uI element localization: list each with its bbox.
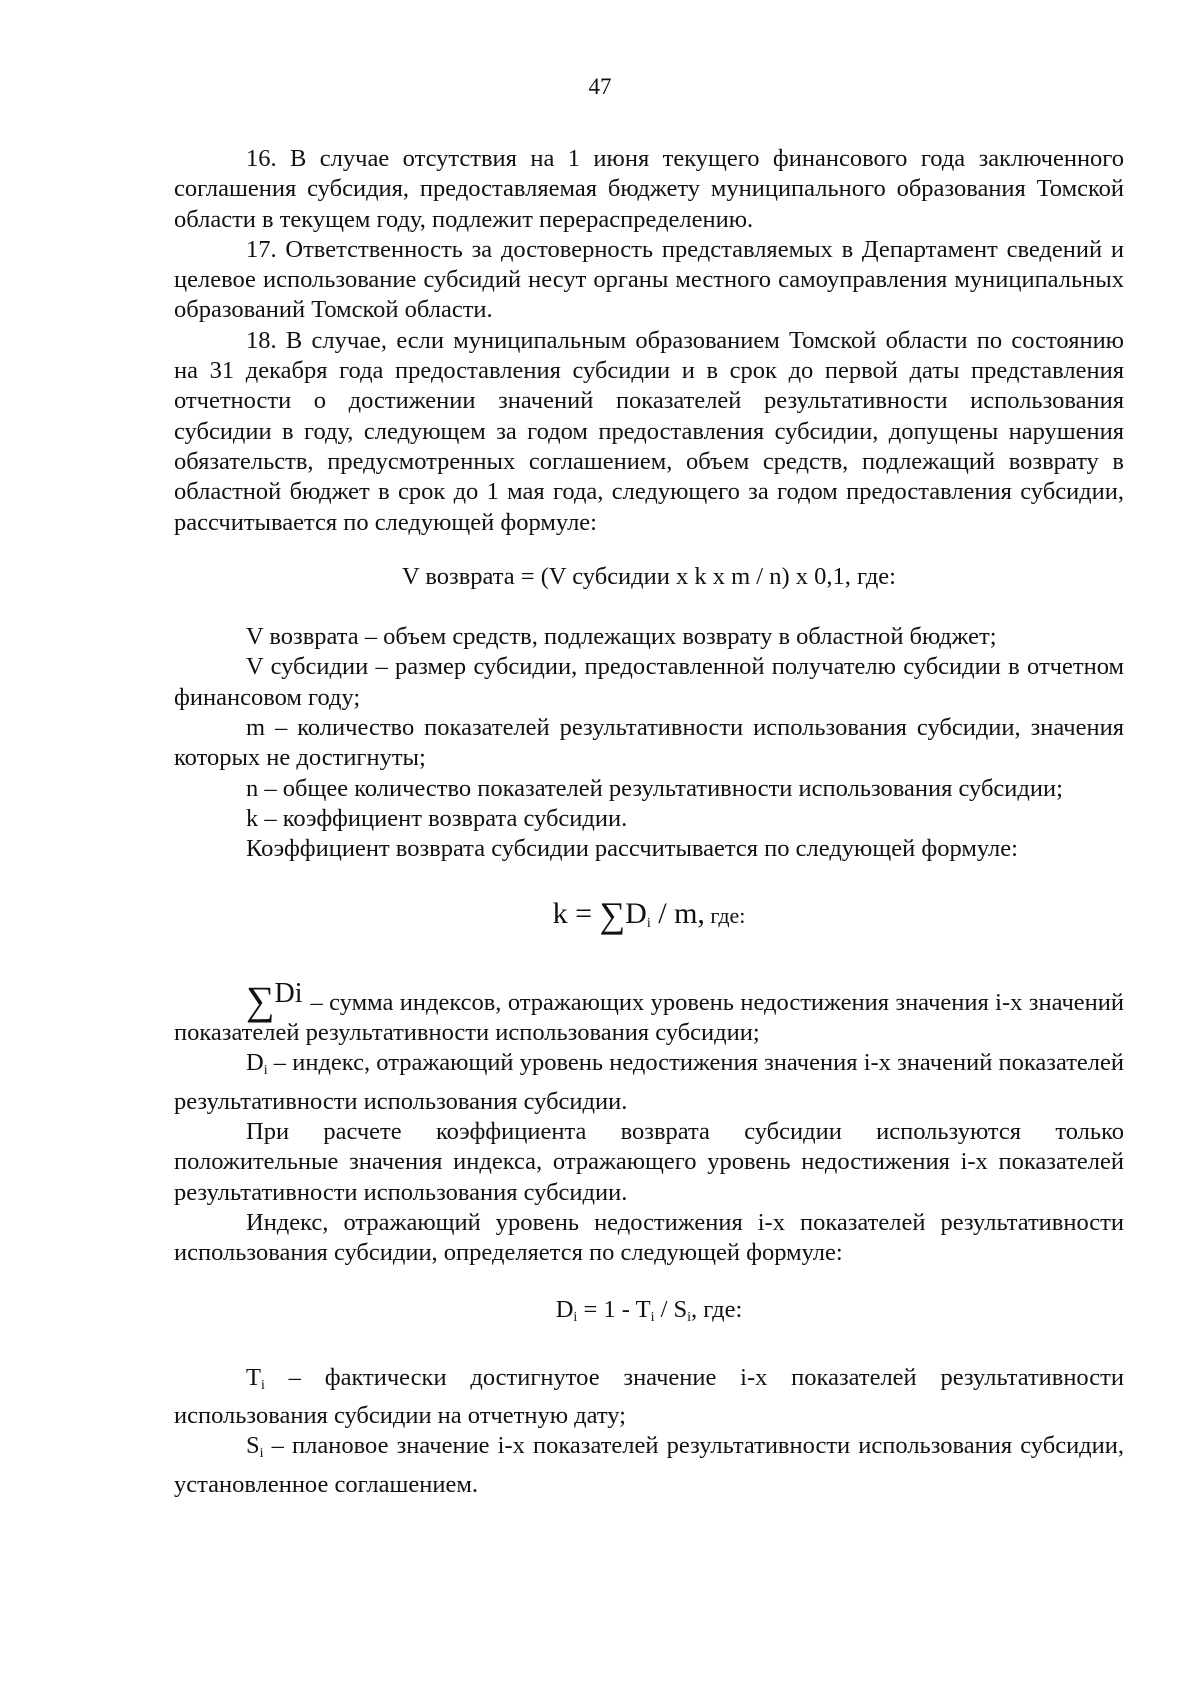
formula-coefficient — [174, 894, 1124, 939]
sum-symbol: ∑ — [246, 977, 275, 1023]
subscript-i: i — [263, 1063, 268, 1079]
sum-symbol: ∑ — [599, 894, 626, 935]
positive-values-note: При расчете коэффициента возврата субсидии используются только положительные значения индекса, отражающего уровень недостижения i-х показателей результативности использования субсидии. — [174, 1118, 1124, 1206]
definition-si — [174, 1431, 1124, 1500]
definition-ti — [174, 1363, 1124, 1432]
subscript-i: i — [646, 915, 651, 931]
paragraph-16: 16. В случае отсутствия на 1 июня текущего финансового года заключенного соглашения субсидия, предоставляемая бюджету муниципального образования Томской области в текущем году, подлежит перераспределению. — [174, 145, 1124, 233]
index-intro: Индекс, отражающий уровень недостижения i-х показателей результативности использования субсидии, определяется по следующей формуле: — [174, 1208, 1124, 1267]
subscript-i: i — [260, 1377, 265, 1393]
formula-k-lhs: k = — [552, 896, 600, 930]
formula-return-volume: V возврата = (V субсидии x k x m / n) x 0,1, где: — [402, 562, 896, 590]
sum-label-di: Di — [274, 977, 303, 1009]
formula-index — [174, 1295, 1124, 1333]
formula-part: / S — [654, 1295, 688, 1323]
subscript-i: i — [687, 1309, 692, 1325]
paragraph-18: 18. В случае, если муниципальным образованием Томской области по состоянию на 31 декабря года предоставления субсидии и в срок до первой даты представления отчетности о достижении значений показателей результативности использования субсидии в году, следующем за годом предоставления субсидии, допущены нарушения обязательств, предусмотренных соглашением, объем средств, подлежащий возврату в областной бюджет в срок до 1 мая года, следующего за годом предоставления субсидии, рассчитывается по следующей формуле: — [174, 326, 1124, 536]
definition-k: k – коэффициент возврата субсидии. — [246, 804, 628, 832]
document-body — [174, 144, 1124, 1500]
formula-part: = 1 - T — [577, 1295, 651, 1323]
formula-d: D — [555, 1295, 574, 1323]
paragraph-17: 17. Ответственность за достоверность представляемых в Департамент сведений и целевое использование субсидий несут органы местного самоуправления муниципальных образований Томской области. — [174, 235, 1124, 324]
definition-v-return: V возврата – объем средств, подлежащих возврату в областной бюджет; — [246, 623, 997, 651]
page-number: 47 — [588, 74, 612, 99]
sum-definition-text: – сумма индексов, отражающих уровень недостижения значения i-х значений показателей результативности использования субсидии; — [174, 988, 1124, 1047]
definition-v-subsidy: V субсидии – размер субсидии, предоставленной получателю субсидии в отчетном финансовом году; — [174, 653, 1124, 711]
si-symbol: S — [246, 1432, 260, 1460]
formula-where: , где: — [691, 1295, 743, 1323]
coefficient-intro: Коэффициент возврата субсидии рассчитывается по следующей формуле: — [246, 835, 1018, 863]
formula-d: D — [625, 896, 647, 930]
di-definition-text: – индекс, отражающий уровень недостижения значения i-х значений показателей результативности использования субсидии. — [174, 1049, 1124, 1115]
definition-n: n – общее количество показателей результативности использования субсидии; — [246, 774, 1063, 802]
formula-k-rhs: / m, — [650, 896, 705, 930]
formula-where: где: — [704, 902, 746, 928]
definition-m: m – количество показателей результативности использования субсидии, значения которых не достигнуты; — [174, 714, 1124, 772]
subscript-i: i — [650, 1309, 655, 1325]
definition-sum-di — [174, 979, 1124, 1049]
di-symbol: D — [246, 1049, 264, 1077]
subscript-i: i — [259, 1446, 264, 1462]
ti-definition-text: – фактически достигнутое значение i-х показателей результативности использования субсидии на отчетную дату; — [174, 1363, 1124, 1430]
si-definition-text: – плановое значение i-х показателей результативности использования субсидии, установленное соглашением. — [174, 1432, 1124, 1498]
ti-symbol: T — [246, 1363, 261, 1391]
subscript-i: i — [573, 1309, 578, 1325]
definition-di — [174, 1048, 1124, 1117]
